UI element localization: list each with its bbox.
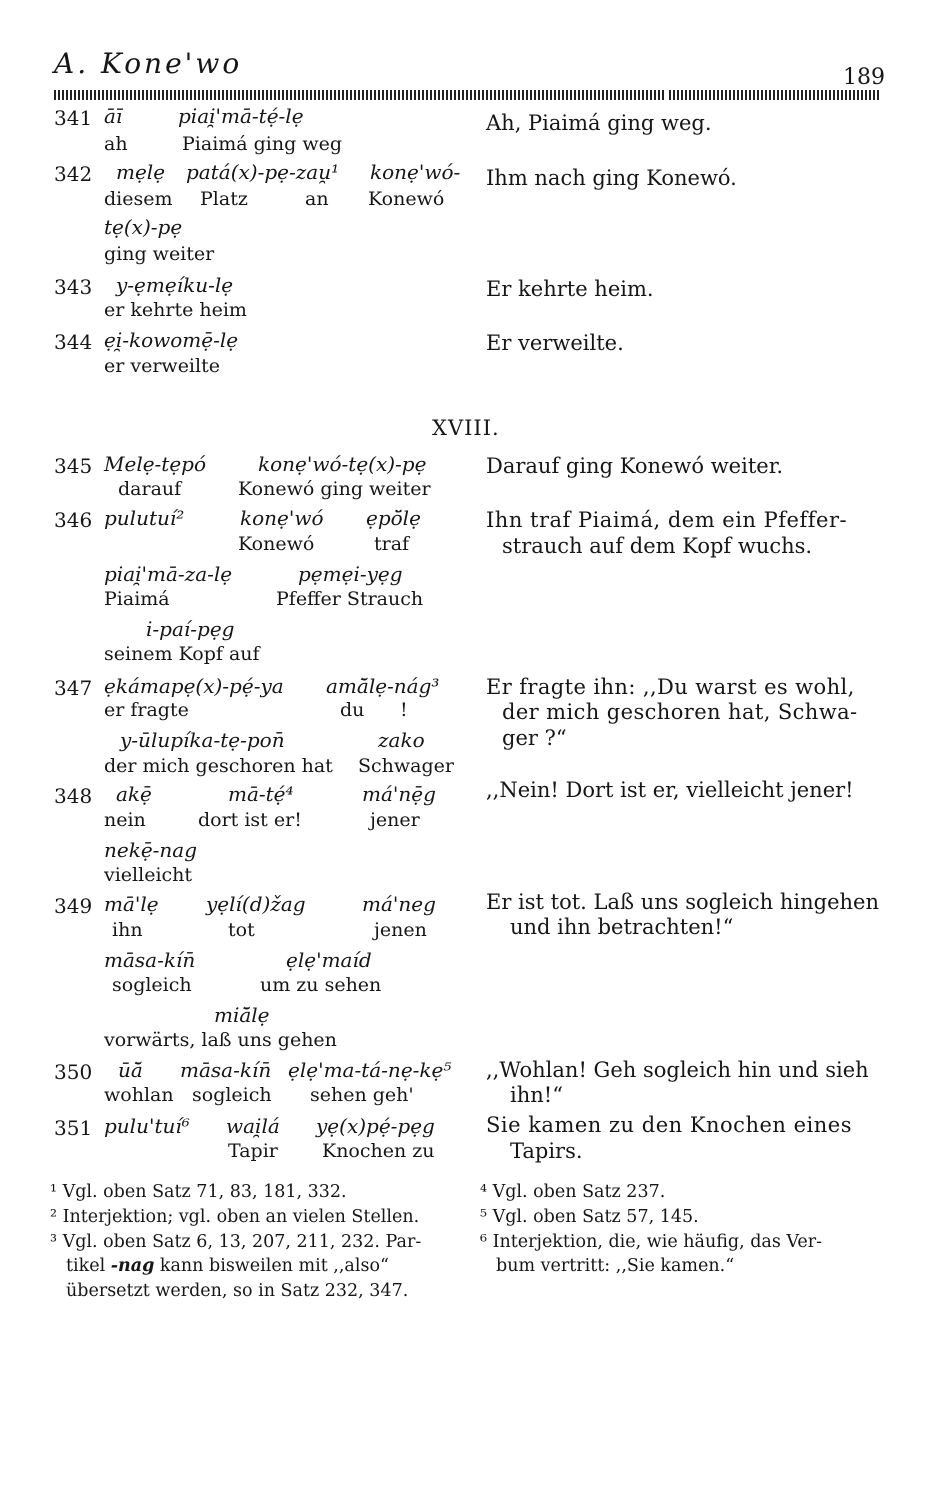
translation: Sie kamen zu den Knochen eines (486, 1113, 852, 1137)
footnote-text: kann bisweilen mit ,,also“ (154, 1256, 389, 1276)
gloss: diesem (104, 188, 173, 210)
native-word: mā'lẹ (104, 892, 159, 916)
gloss: Konewó (368, 188, 445, 210)
native-word: Melẹ-tẹpó (104, 452, 207, 476)
gloss: wohlan (104, 1084, 174, 1106)
native-word: yẹ(x)pẹ́-pẹg (316, 1114, 435, 1138)
translation: Ihn traf Piaimá, dem ein Pfeffer- (486, 508, 848, 532)
page-number: 189 (843, 65, 885, 90)
native-word: má'nẹ̄g (362, 782, 436, 806)
native-word: akẹ̄ (116, 782, 152, 806)
translation: ,,Wohlan! Geh sogleich hin und sieh (486, 1058, 869, 1082)
native-word: konẹ'wó (240, 506, 324, 530)
footnote: ⁴ Vgl. oben Satz 237. (480, 1182, 666, 1202)
translation: Ihm nach ging Konewó. (486, 166, 737, 190)
gloss: traf (374, 533, 410, 555)
native-word: ẹpö̆lẹ (366, 506, 421, 530)
sentence-number: 343 (54, 275, 93, 299)
native-word: konẹ'wó-tẹ(x)-pẹ (258, 452, 427, 476)
native-word: nekẹ̄-nag (104, 838, 198, 862)
gloss: Tapir (228, 1140, 278, 1162)
native-word: wai̯lá (226, 1114, 280, 1138)
translation: Er fragte ihn: ,,Du warst es wohl, (486, 675, 855, 699)
sentence-number: 344 (54, 330, 93, 354)
translation: Darauf ging Konewó weiter. (486, 454, 784, 478)
footnote: ¹ Vgl. oben Satz 71, 83, 181, 332. (50, 1182, 347, 1202)
gloss: jenen (374, 919, 427, 941)
native-word: zako (378, 728, 425, 752)
native-word: māsa-kín̄ (104, 948, 196, 972)
gloss: Piaimá ging weg (182, 133, 342, 155)
translation: der mich geschoren hat, Schwa- (502, 700, 858, 724)
native-word: patá(x)-pẹ-zau̯¹ (186, 160, 340, 184)
translation: Tapirs. (510, 1139, 583, 1163)
gloss: Knochen zu (322, 1140, 435, 1162)
translation: ihn!“ (510, 1083, 563, 1107)
gloss: er verweilte (104, 355, 220, 377)
translation: strauch auf dem Kopf wuchs. (502, 534, 813, 558)
native-word: tẹ(x)-pẹ (104, 215, 183, 239)
footnote: ³ Vgl. oben Satz 6, 13, 207, 211, 232. Par- (50, 1232, 422, 1252)
translation: ger ?“ (502, 726, 567, 750)
native-word: y-ẹmẹíku-lẹ (116, 273, 234, 297)
native-word: pulutuí² (104, 506, 185, 530)
sentence-number: 346 (54, 508, 93, 532)
footnote (66, 1254, 389, 1278)
gloss: ging weiter (104, 243, 215, 265)
native-word: piai̯'mā-za-lẹ (104, 562, 233, 586)
native-word: i-paí-pẹg (146, 617, 235, 641)
native-word: y-ūlupíka-tẹ-pon̄ (120, 728, 285, 752)
translation: Er verweilte. (486, 331, 624, 355)
footnote-text: tikel (66, 1256, 111, 1276)
sentence-number: 341 (54, 106, 93, 130)
gloss: ah (104, 133, 128, 155)
native-word: konẹ'wó- (370, 160, 461, 184)
gloss: ! (400, 699, 408, 721)
gloss: Piaimá (104, 588, 170, 610)
gloss: darauf (118, 478, 182, 500)
gloss: Schwager (358, 755, 454, 777)
native-word: pẹmẹi-yẹg (298, 562, 403, 586)
footnote: ⁶ Interjektion, die, wie häufig, das Ver- (480, 1232, 823, 1252)
gloss: sehen geh' (310, 1084, 414, 1106)
gloss: der mich geschoren hat (104, 755, 333, 777)
translation: Er kehrte heim. (486, 277, 654, 301)
footnote-term: -nag (110, 1256, 155, 1276)
gloss: sogleich (192, 1084, 272, 1106)
gloss: er kehrte heim (104, 299, 247, 321)
gloss: sogleich (112, 974, 192, 996)
footnote: bum vertritt: ,,Sie kamen.“ (496, 1256, 735, 1276)
footnote: übersetzt werden, so in Satz 232, 347. (66, 1281, 409, 1301)
gloss: vielleicht (104, 864, 193, 886)
native-word: mẹlẹ (116, 160, 166, 184)
gloss: Platz (200, 188, 248, 210)
translation: Er ist tot. Laß uns sogleich hingehen (486, 890, 879, 914)
footnote: ⁵ Vgl. oben Satz 57, 145. (480, 1207, 699, 1227)
gloss: du (340, 699, 365, 721)
sentence-number: 349 (54, 894, 93, 918)
native-word: mā-tẹ́⁴ (228, 782, 294, 806)
native-word: miā̆lẹ (214, 1003, 270, 1027)
native-word: pulu'tuí⁶ (104, 1114, 190, 1138)
gloss: er fragte (104, 699, 189, 721)
gloss: tot (228, 919, 255, 941)
native-word: yẹlí(d)žag (206, 892, 306, 916)
native-word: ẹkámapẹ(x)-pẹ́-ya (104, 674, 284, 698)
gloss: dort ist er! (198, 809, 302, 831)
gloss: seinem Kopf auf (104, 643, 260, 665)
gloss: nein (104, 809, 146, 831)
translation: ,,Nein! Dort ist er, vielleicht jener! (486, 778, 854, 802)
native-word: amā̆lẹ-nág³ (326, 674, 440, 698)
gloss: ihn (112, 919, 143, 941)
native-word: má'neg (362, 892, 436, 916)
sentence-number: 350 (54, 1060, 93, 1084)
running-title: A. Kone'wo (54, 47, 243, 80)
header-rule (669, 90, 881, 100)
sentence-number: 347 (54, 676, 93, 700)
native-word: ẹlẹ'maíd (286, 948, 372, 972)
sentence-number: 348 (54, 784, 93, 808)
gloss: an (305, 188, 329, 210)
translation: Ah, Piaimá ging weg. (486, 111, 712, 135)
native-word: āī (104, 104, 123, 128)
header-rule (54, 90, 665, 100)
sentence-number: 351 (54, 1116, 93, 1140)
gloss: Pfeffer Strauch (276, 588, 424, 610)
sentence-number: 342 (54, 162, 93, 186)
native-word: piai̯'mā-tẹ́-lẹ (178, 104, 304, 128)
native-word: ūā̆ (118, 1058, 143, 1082)
gloss: jener (370, 809, 420, 831)
section-title: XVIII. (432, 416, 500, 440)
gloss: Konewó (238, 533, 315, 555)
translation: und ihn betrachten!“ (510, 915, 734, 939)
sentence-number: 345 (54, 454, 93, 478)
gloss: Konewó ging weiter (238, 478, 431, 500)
gloss: um zu sehen (260, 974, 382, 996)
native-word: ẹlẹ'ma-tá-nẹ-kẹ⁵ (288, 1058, 452, 1082)
native-word: ẹi̯-kowomẹ̄-lẹ (104, 328, 239, 352)
native-word: māsa-kín̄ (180, 1058, 272, 1082)
footnote: ² Interjektion; vgl. oben an vielen Stellen. (50, 1207, 420, 1227)
gloss: vorwärts, laß uns gehen (104, 1029, 337, 1051)
